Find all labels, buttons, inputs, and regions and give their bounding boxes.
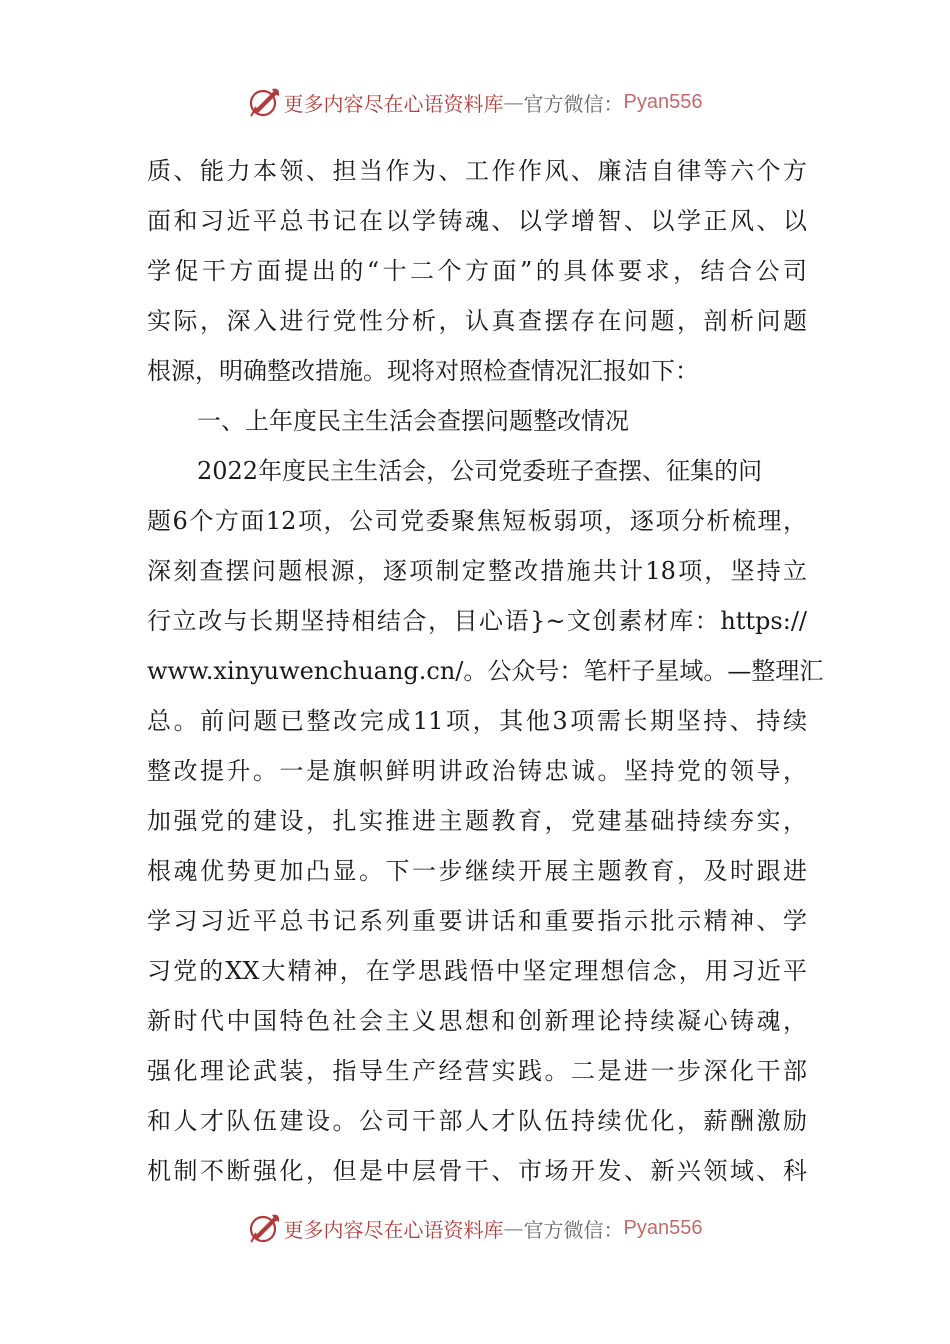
footer-wechat-label: 官方微信： (523, 1217, 624, 1242)
header-wechat-label: 官方微信： (523, 91, 624, 116)
body-line: www.xinyuwenchuang.cn/。公众号：笔杆子星域。—整理汇 (147, 657, 824, 685)
footer-banner-separator: — (503, 1216, 524, 1240)
body-line: 学习习近平总书记系列重要讲话和重要指示批示精神、学 (147, 907, 807, 935)
body-line: 新时代中国特色社会主义思想和创新理论持续凝心铸魂， (147, 1007, 807, 1035)
footer-wechat-id: Pyan556 (623, 1216, 703, 1239)
body-line: 根魂优势更加凸显。下一步继续开展主题教育，及时跟进 (147, 857, 807, 885)
quill-logo-icon (248, 85, 282, 119)
body-line: 根源，明确整改措施。现将对照检查情况汇报如下： (147, 357, 699, 385)
document-body (147, 146, 824, 1196)
section-heading: 一、上年度民主生活会查摆问题整改情况 (197, 407, 629, 435)
body-line: 机制不断强化，但是中层骨干、市场开发、新兴领域、科 (147, 1157, 807, 1185)
paragraph-start: 2022年度民主生活会，公司党委班子查摆、征集的问 (197, 457, 763, 485)
body-line: 实际，深入进行党性分析，认真查摆存在问题，剖析问题 (147, 307, 807, 335)
footer-banner (0, 1206, 950, 1250)
header-banner (0, 80, 950, 124)
body-line: 题6个方面12项，公司党委聚焦短板弱项，逐项分析梳理， (147, 507, 807, 535)
footer-banner-text: 更多内容尽在心语资料库 (283, 1217, 504, 1242)
body-line: 和人才队伍建设。公司干部人才队伍持续优化，薪酬激励 (147, 1107, 807, 1135)
header-banner-separator: — (503, 90, 524, 114)
body-line: 质、能力本领、担当作为、工作作风、廉洁自律等六个方 (147, 157, 807, 185)
body-line: 学促干方面提出的“十二个方面”的具体要求，结合公司 (147, 257, 807, 285)
quill-logo-icon (248, 1211, 282, 1245)
body-line: 深刻查摆问题根源，逐项制定整改措施共计18项，坚持立 (147, 557, 807, 585)
header-banner-text: 更多内容尽在心语资料库 (283, 91, 504, 116)
body-line: 总。前问题已整改完成11项，其他3项需长期坚持、持续 (147, 707, 807, 735)
body-line: 强化理论武装，指导生产经营实践。二是进一步深化干部 (147, 1057, 807, 1085)
body-line: 面和习近平总书记在以学铸魂、以学增智、以学正风、以 (147, 207, 807, 235)
header-wechat-id: Pyan556 (623, 90, 703, 113)
body-line: 加强党的建设，扎实推进主题教育，党建基础持续夯实， (147, 807, 807, 835)
body-line: 整改提升。一是旗帜鲜明讲政治铸忠诚。坚持党的领导， (147, 757, 807, 785)
body-line: 行立改与长期坚持相结合，目心语}~文创素材库：https:// (147, 607, 807, 635)
body-line: 习党的XX大精神，在学思践悟中坚定理想信念，用习近平 (147, 957, 807, 985)
